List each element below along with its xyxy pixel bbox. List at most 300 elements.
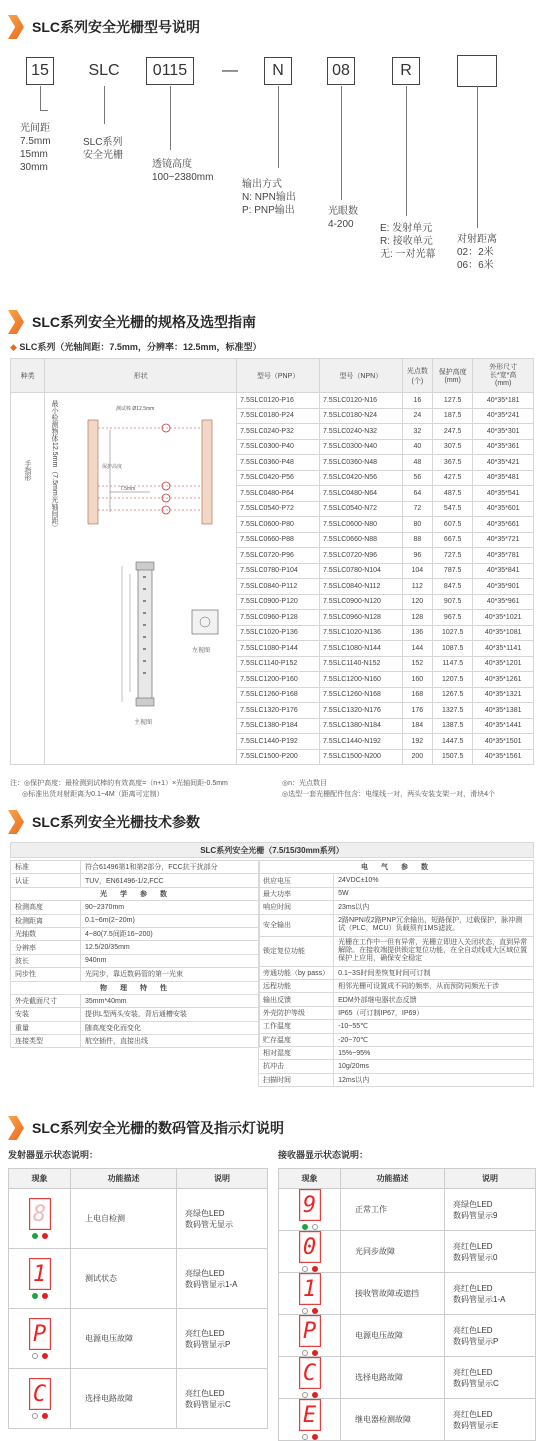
param-value: 35mm*40mm bbox=[81, 994, 260, 1007]
display-cell bbox=[9, 1249, 71, 1309]
protect-height: 727.5 bbox=[433, 548, 473, 564]
table-row bbox=[259, 1020, 534, 1033]
model-pnp: 7.5SLC1200-P160 bbox=[237, 672, 320, 688]
param-name: 同步性 bbox=[11, 968, 81, 981]
protect-height: 907.5 bbox=[433, 594, 473, 610]
dimensions: 40*35*601 bbox=[473, 501, 534, 517]
table-row bbox=[11, 887, 260, 900]
dimensions: 40*35*1081 bbox=[473, 625, 534, 641]
spec-subtitle: ◆ SLC系列（光轴间距：7.5mm，分辨率：12.5mm，标准型） bbox=[10, 342, 262, 352]
code-output: N bbox=[264, 57, 292, 85]
segment-display: 1 bbox=[299, 1273, 321, 1305]
receiver-bar bbox=[202, 420, 212, 524]
col-function: 功能描述 bbox=[341, 1169, 445, 1189]
model-pnp: 7.5SLC1140-P152 bbox=[237, 656, 320, 672]
dimensions: 40*35*361 bbox=[473, 439, 534, 455]
param-value: 符合61496第1和第2部分，FCC抗干扰部分 bbox=[81, 861, 260, 874]
label-series: SLC系列 安全光栅 bbox=[83, 137, 123, 161]
model-pnp: 7.5SLC0540-P72 bbox=[237, 501, 320, 517]
indicator-leds bbox=[279, 1434, 340, 1440]
param-name: 旁通功能（by pass） bbox=[259, 966, 334, 979]
param-name: 锁定复位功能 bbox=[259, 936, 334, 966]
model-npn: 7.5SLC0120-N16 bbox=[319, 393, 402, 409]
table-row bbox=[279, 1231, 536, 1273]
tech-caption: SLC系列安全光栅（7.5/15/30mm系列） bbox=[10, 842, 534, 858]
param-value: 0.1~3S时间差恢复时间可订制 bbox=[334, 966, 534, 979]
emitter-bar bbox=[88, 420, 98, 524]
model-pnp: 7.5SLC1080-P144 bbox=[237, 641, 320, 657]
table-row bbox=[259, 901, 534, 914]
table-row bbox=[279, 1189, 536, 1231]
model-npn: 7.5SLC1260-N168 bbox=[319, 687, 402, 703]
param-name: 标准 bbox=[11, 861, 81, 874]
display-cell bbox=[279, 1231, 341, 1273]
protect-height: 1507.5 bbox=[433, 749, 473, 765]
table-row bbox=[259, 914, 534, 936]
function-cell: 正常工作 bbox=[341, 1189, 445, 1231]
param-name: 检测高度 bbox=[11, 901, 81, 914]
table-row bbox=[11, 1021, 260, 1034]
col-pnp: 型号（PNP） bbox=[237, 359, 320, 393]
protect-height: 1087.5 bbox=[433, 641, 473, 657]
model-npn: 7.5SLC0900-N120 bbox=[319, 594, 402, 610]
beam-count: 80 bbox=[402, 517, 432, 533]
segment-display: E bbox=[299, 1399, 321, 1431]
code-pitch: 15 bbox=[26, 57, 54, 85]
param-value: 航空插件，直接出线 bbox=[81, 1035, 260, 1048]
param-name: 分辨率 bbox=[11, 941, 81, 954]
param-value: TUV，EN61496-1/2,FCC bbox=[81, 874, 260, 887]
section-title: SLC系列安全光栅型号说明 bbox=[32, 19, 200, 35]
protect-height: 787.5 bbox=[433, 563, 473, 579]
protect-height: 547.5 bbox=[433, 501, 473, 517]
param-name: 重量 bbox=[11, 1021, 81, 1034]
param-name: 抗冲击 bbox=[259, 1060, 334, 1073]
param-value: 光栅在工作中一但有异常，光栅立即进入关闭状态，直到异常解除。在接收端提供锁定复位功能，在全自动线或大区域位置保护上应用，确保安全稳定 bbox=[334, 936, 534, 966]
table-row bbox=[11, 927, 260, 940]
param-name: 检测距离 bbox=[11, 914, 81, 927]
col-function: 功能描述 bbox=[71, 1169, 177, 1189]
code-distance bbox=[457, 55, 497, 87]
model-pnp: 7.5SLC0780-P104 bbox=[237, 563, 320, 579]
led-right-icon bbox=[312, 1224, 318, 1230]
beam-count: 184 bbox=[402, 718, 432, 734]
description-cell: 亮红色LED 数码管显示0 bbox=[445, 1231, 536, 1273]
table-row bbox=[279, 1357, 536, 1399]
tech-right-table bbox=[258, 860, 534, 1087]
col-points: 光点数 (个) bbox=[402, 359, 432, 393]
spec-section bbox=[0, 300, 544, 800]
segment-display: 8 bbox=[29, 1198, 51, 1230]
model-pnp: 7.5SLC0900-P120 bbox=[237, 594, 320, 610]
model-npn: 7.5SLC0300-N40 bbox=[319, 439, 402, 455]
protect-height: 1327.5 bbox=[433, 703, 473, 719]
indicator-leds bbox=[9, 1233, 70, 1239]
dimensions: 40*35*1501 bbox=[473, 734, 534, 750]
protect-height: 607.5 bbox=[433, 517, 473, 533]
col-note: 说明 bbox=[445, 1169, 536, 1189]
label-beams: 光眼数 4-200 bbox=[328, 206, 358, 230]
model-npn: 7.5SLC1140-N152 bbox=[319, 656, 402, 672]
beam-count: 160 bbox=[402, 672, 432, 688]
model-pnp: 7.5SLC0420-P56 bbox=[237, 470, 320, 486]
led-left-icon bbox=[302, 1308, 308, 1314]
col-shape: 形状 bbox=[45, 359, 237, 393]
beam-count: 72 bbox=[402, 501, 432, 517]
param-value: 0.1~6m(2~20m) bbox=[81, 914, 260, 927]
model-npn: 7.5SLC0840-N112 bbox=[319, 579, 402, 595]
description-cell: 亮绿色LED 数码管显示9 bbox=[445, 1189, 536, 1231]
param-value: 24VDC±10% bbox=[334, 874, 534, 887]
param-value: 随高度变化而变化 bbox=[81, 1021, 260, 1034]
section-heading bbox=[0, 809, 200, 835]
label-output: 输出方式 N: NPN输出 P: PNP输出 bbox=[242, 179, 296, 216]
model-pnp: 7.5SLC0180-P24 bbox=[237, 408, 320, 424]
table-row bbox=[259, 1046, 534, 1059]
led-right-icon bbox=[312, 1350, 318, 1356]
indicator-leds bbox=[279, 1308, 340, 1314]
transmitter-title: 发射器显示状态说明： bbox=[8, 1150, 99, 1160]
segment-display: C bbox=[299, 1357, 321, 1389]
tech-left-table bbox=[10, 860, 260, 1048]
param-name: 外壳防护等级 bbox=[259, 1006, 334, 1019]
model-npn: 7.5SLC0600-N80 bbox=[319, 517, 402, 533]
model-section bbox=[0, 0, 544, 300]
protect-height: 1447.5 bbox=[433, 734, 473, 750]
param-value: 12ms以内 bbox=[334, 1073, 534, 1086]
param-name: 远程功能 bbox=[259, 979, 334, 992]
model-npn: 7.5SLC1200-N160 bbox=[319, 672, 402, 688]
param-value: 4~80(7.5间距16~200) bbox=[81, 927, 260, 940]
function-cell: 测试状态 bbox=[71, 1249, 177, 1309]
pitch-label: 7.5mm bbox=[120, 486, 136, 492]
col-npn: 型号（NPN） bbox=[319, 359, 402, 393]
description-cell: 亮红色LED 数码管显示1-A bbox=[445, 1273, 536, 1315]
model-pnp: 7.5SLC0600-P80 bbox=[237, 517, 320, 533]
led-right-icon bbox=[312, 1392, 318, 1398]
protect-height: 187.5 bbox=[433, 408, 473, 424]
table-row bbox=[259, 1060, 534, 1073]
model-npn: 7.5SLC0420-N56 bbox=[319, 470, 402, 486]
section-heading bbox=[0, 14, 200, 40]
model-npn: 7.5SLC0960-N128 bbox=[319, 610, 402, 626]
beam-count: 136 bbox=[402, 625, 432, 641]
transmitter-table bbox=[8, 1168, 268, 1429]
section-heading bbox=[0, 1115, 284, 1141]
beam-count: 120 bbox=[402, 594, 432, 610]
led-left-icon bbox=[32, 1413, 38, 1419]
description-cell: 亮红色LED 数码管显示C bbox=[445, 1357, 536, 1399]
description-cell: 亮红色LED 数码管显示P bbox=[445, 1315, 536, 1357]
description-cell: 亮红色LED 数码管显示C bbox=[177, 1369, 268, 1429]
function-cell: 电源电压故障 bbox=[71, 1309, 177, 1369]
dimensions: 40*35*781 bbox=[473, 548, 534, 564]
function-cell: 继电器检测故障 bbox=[341, 1399, 445, 1441]
col-dimensions: 外形尺寸 长*宽*高 (mm) bbox=[473, 359, 534, 393]
protect-height: 127.5 bbox=[433, 393, 473, 409]
model-npn: 7.5SLC1440-N192 bbox=[319, 734, 402, 750]
leader-line bbox=[278, 86, 279, 168]
protect-height: 487.5 bbox=[433, 486, 473, 502]
leader-line bbox=[104, 86, 105, 124]
segment-display: 0 bbox=[299, 1231, 321, 1263]
model-pnp: 7.5SLC0360-P48 bbox=[237, 455, 320, 471]
table-row bbox=[259, 966, 534, 979]
led-left-icon bbox=[32, 1293, 38, 1299]
beam-count: 168 bbox=[402, 687, 432, 703]
dimensions: 40*35*961 bbox=[473, 594, 534, 610]
description-cell: 亮红色LED 数码管显示P bbox=[177, 1309, 268, 1369]
beam-count: 64 bbox=[402, 486, 432, 502]
model-npn: 7.5SLC0720-N96 bbox=[319, 548, 402, 564]
leader-line bbox=[406, 86, 407, 216]
beam-count: 152 bbox=[402, 656, 432, 672]
leader-line bbox=[477, 86, 478, 228]
dimensions: 40*35*301 bbox=[473, 424, 534, 440]
receiver-table bbox=[278, 1168, 536, 1441]
table-row bbox=[11, 1035, 260, 1048]
table-row bbox=[9, 1189, 268, 1249]
section-heading bbox=[0, 309, 256, 335]
indicator-leds bbox=[279, 1392, 340, 1398]
dimensions: 40*35*901 bbox=[473, 579, 534, 595]
protect-height: 667.5 bbox=[433, 532, 473, 548]
model-pnp: 7.5SLC1320-P176 bbox=[237, 703, 320, 719]
param-value: 15%~95% bbox=[334, 1046, 534, 1059]
model-npn: 7.5SLC1500-N200 bbox=[319, 749, 402, 765]
display-cell bbox=[9, 1369, 71, 1429]
dimensions: 40*35*1021 bbox=[473, 610, 534, 626]
display-cell bbox=[9, 1309, 71, 1369]
model-pnp: 7.5SLC0300-P40 bbox=[237, 439, 320, 455]
param-name: 输出反馈 bbox=[259, 993, 334, 1006]
param-name: 最大功率 bbox=[259, 887, 334, 900]
model-pnp: 7.5SLC0720-P96 bbox=[237, 548, 320, 564]
model-pnp: 7.5SLC1500-P200 bbox=[237, 749, 320, 765]
left-view-label: 左视图 bbox=[192, 648, 211, 654]
param-value: -20~70℃ bbox=[334, 1033, 534, 1046]
beam-count: 56 bbox=[402, 470, 432, 486]
description-cell: 亮绿色LED 数码管显示1-A bbox=[177, 1249, 268, 1309]
segment-display: P bbox=[29, 1318, 51, 1350]
led-left-icon bbox=[32, 1353, 38, 1359]
model-pnp: 7.5SLC0240-P32 bbox=[237, 424, 320, 440]
table-row bbox=[11, 994, 260, 1007]
model-pnp: 7.5SLC0480-P64 bbox=[237, 486, 320, 502]
protect-height-label: 保护高度 bbox=[102, 464, 123, 470]
led-right-icon bbox=[312, 1308, 318, 1314]
min-object-label: 最小检测物体12.5mm（7.5mm光轴间距） bbox=[51, 400, 58, 531]
table-row bbox=[11, 941, 260, 954]
code-series: SLC bbox=[88, 62, 120, 79]
dimensions: 40*35*1201 bbox=[473, 656, 534, 672]
indicator-leds bbox=[279, 1266, 340, 1272]
indicator-leds bbox=[279, 1350, 340, 1356]
label-pitch: 光间距 7.5mm 15mm 30mm bbox=[20, 123, 51, 173]
main-view-label: 主视图 bbox=[134, 720, 153, 726]
electric-heading: 电 气 参 数 bbox=[259, 861, 534, 874]
param-value: 23ms以内 bbox=[334, 901, 534, 914]
param-name: 认证 bbox=[11, 874, 81, 887]
model-pnp: 7.5SLC1380-P184 bbox=[237, 718, 320, 734]
beam-count: 40 bbox=[402, 439, 432, 455]
param-value: 10g/20ms bbox=[334, 1060, 534, 1073]
table-row bbox=[11, 968, 260, 981]
model-npn: 7.5SLC0540-N72 bbox=[319, 501, 402, 517]
segment-display: 9 bbox=[299, 1189, 321, 1221]
led-left-icon bbox=[32, 1233, 38, 1239]
protect-height: 847.5 bbox=[433, 579, 473, 595]
label-unit: E: 发射单元 R: 接收单元 无: 一对光幕 bbox=[380, 223, 436, 260]
table-row bbox=[259, 979, 534, 992]
indicator-leds bbox=[9, 1293, 70, 1299]
indicator-leds bbox=[9, 1413, 70, 1419]
group-heading: 光 学 参 数 bbox=[11, 887, 260, 900]
param-value: 12.5/20/35mm bbox=[81, 941, 260, 954]
param-value: 5W bbox=[334, 887, 534, 900]
test-rod-circles bbox=[162, 424, 170, 514]
beam-count: 88 bbox=[402, 532, 432, 548]
param-name: 安全输出 bbox=[259, 914, 334, 936]
indicator-leds bbox=[279, 1224, 340, 1230]
beam-count: 128 bbox=[402, 610, 432, 626]
leader-line bbox=[341, 86, 342, 200]
param-value: 2路NPN或2路PNP冗余输出，短路保护，过载保护，脉冲测试（PLC，MCU）负载须有1MS滤波。 bbox=[334, 914, 534, 936]
dimensions: 40*35*421 bbox=[473, 455, 534, 471]
function-cell: 上电自检测 bbox=[71, 1189, 177, 1249]
segment-display: 1 bbox=[29, 1258, 51, 1290]
protect-height: 1207.5 bbox=[433, 672, 473, 688]
beam-count: 200 bbox=[402, 749, 432, 765]
test-rod-label: 测试棒 Ø12.5mm bbox=[116, 406, 155, 412]
table-row bbox=[279, 1399, 536, 1441]
dimensions: 40*35*841 bbox=[473, 563, 534, 579]
param-value: -10~55℃ bbox=[334, 1020, 534, 1033]
chevron-icon bbox=[8, 15, 24, 39]
col-phenomenon: 现象 bbox=[279, 1169, 341, 1189]
param-name: 光轴数 bbox=[11, 927, 81, 940]
param-value: 相邻光栅可设置成不同的频率，从而预防同频光干涉 bbox=[334, 979, 534, 992]
section-title: SLC系列安全光栅的规格及选型指南 bbox=[32, 314, 256, 330]
protect-height: 967.5 bbox=[433, 610, 473, 626]
leader-line bbox=[40, 110, 48, 111]
table-row bbox=[11, 861, 260, 874]
param-name: 相对湿度 bbox=[259, 1046, 334, 1059]
table-row bbox=[279, 1273, 536, 1315]
model-pnp: 7.5SLC0960-P128 bbox=[237, 610, 320, 626]
segment-display: P bbox=[299, 1315, 321, 1347]
dimensions: 40*35*241 bbox=[473, 408, 534, 424]
col-prot-height: 保护高度 (mm) bbox=[433, 359, 473, 393]
label-height: 透镜高度 100~2380mm bbox=[152, 159, 214, 183]
table-row bbox=[9, 1309, 268, 1369]
model-npn: 7.5SLC1380-N184 bbox=[319, 718, 402, 734]
leader-line bbox=[40, 86, 41, 110]
param-name: 连接类型 bbox=[11, 1035, 81, 1048]
display-cell bbox=[279, 1399, 341, 1441]
led-right-icon bbox=[42, 1413, 48, 1419]
dimensions: 40*35*1561 bbox=[473, 749, 534, 765]
param-name: 工作温度 bbox=[259, 1020, 334, 1033]
led-left-icon bbox=[302, 1350, 308, 1356]
param-name: 响应时间 bbox=[259, 901, 334, 914]
model-pnp: 7.5SLC0840-P112 bbox=[237, 579, 320, 595]
param-value: 提供L型两头安装，背后通槽安装 bbox=[81, 1008, 260, 1021]
protect-height: 427.5 bbox=[433, 470, 473, 486]
protect-height: 1147.5 bbox=[433, 656, 473, 672]
function-cell: 光同步故障 bbox=[341, 1231, 445, 1273]
param-value: 90~2370mm bbox=[81, 901, 260, 914]
led-left-icon bbox=[302, 1266, 308, 1272]
dimensions: 40*35*1261 bbox=[473, 672, 534, 688]
code-dash: — bbox=[222, 62, 238, 79]
dimensions: 40*35*1381 bbox=[473, 703, 534, 719]
table-row bbox=[259, 1033, 534, 1046]
dimensions: 40*35*1321 bbox=[473, 687, 534, 703]
beam-count: 16 bbox=[402, 393, 432, 409]
model-npn: 7.5SLC0480-N64 bbox=[319, 486, 402, 502]
col-kind: 种类 bbox=[11, 359, 45, 393]
beam-count: 104 bbox=[402, 563, 432, 579]
protect-height: 307.5 bbox=[433, 439, 473, 455]
model-pnp: 7.5SLC0120-P16 bbox=[237, 393, 320, 409]
table-row bbox=[11, 914, 260, 927]
param-name: 安装 bbox=[11, 1008, 81, 1021]
model-npn: 7.5SLC0180-N24 bbox=[319, 408, 402, 424]
chevron-icon bbox=[8, 310, 24, 334]
tech-section bbox=[0, 800, 544, 1106]
group-heading: 物 理 特 性 bbox=[11, 981, 260, 994]
sensor-drawing bbox=[80, 396, 260, 756]
display-cell bbox=[9, 1189, 71, 1249]
kind-label: 手指形 bbox=[24, 460, 31, 481]
led-left-icon bbox=[302, 1224, 308, 1230]
beam-count: 192 bbox=[402, 734, 432, 750]
model-pnp: 7.5SLC0660-P88 bbox=[237, 532, 320, 548]
model-npn: 7.5SLC1020-N136 bbox=[319, 625, 402, 641]
table-row bbox=[279, 1315, 536, 1357]
dimensions: 40*35*181 bbox=[473, 393, 534, 409]
description-cell: 亮红色LED 数码管显示E bbox=[445, 1399, 536, 1441]
led-right-icon bbox=[312, 1434, 318, 1440]
model-npn: 7.5SLC0780-N104 bbox=[319, 563, 402, 579]
protect-height: 1267.5 bbox=[433, 687, 473, 703]
led-right-icon bbox=[312, 1266, 318, 1272]
model-npn: 7.5SLC1080-N144 bbox=[319, 641, 402, 657]
table-row bbox=[11, 981, 260, 994]
beam-count: 48 bbox=[402, 455, 432, 471]
note-3: ◎n：光点数目 bbox=[282, 780, 328, 787]
table-row bbox=[11, 954, 260, 967]
led-section bbox=[0, 1106, 544, 1430]
left-view bbox=[192, 610, 218, 634]
table-row bbox=[259, 936, 534, 966]
label-distance: 对射距离 02：2米 06：6米 bbox=[457, 234, 497, 271]
section-title: SLC系列安全光栅的数码管及指示灯说明 bbox=[32, 1120, 284, 1136]
col-phenomenon: 现象 bbox=[9, 1169, 71, 1189]
model-npn: 7.5SLC1320-N176 bbox=[319, 703, 402, 719]
leader-line bbox=[170, 86, 171, 150]
beam-count: 144 bbox=[402, 641, 432, 657]
dimensions: 40*35*541 bbox=[473, 486, 534, 502]
display-cell bbox=[279, 1357, 341, 1399]
display-cell bbox=[279, 1273, 341, 1315]
dimensions: 40*35*481 bbox=[473, 470, 534, 486]
function-cell: 接收管故障或遮挡 bbox=[341, 1273, 445, 1315]
section-title: SLC系列安全光栅技术参数 bbox=[32, 814, 200, 830]
model-npn: 7.5SLC0660-N88 bbox=[319, 532, 402, 548]
model-pnp: 7.5SLC1260-P168 bbox=[237, 687, 320, 703]
